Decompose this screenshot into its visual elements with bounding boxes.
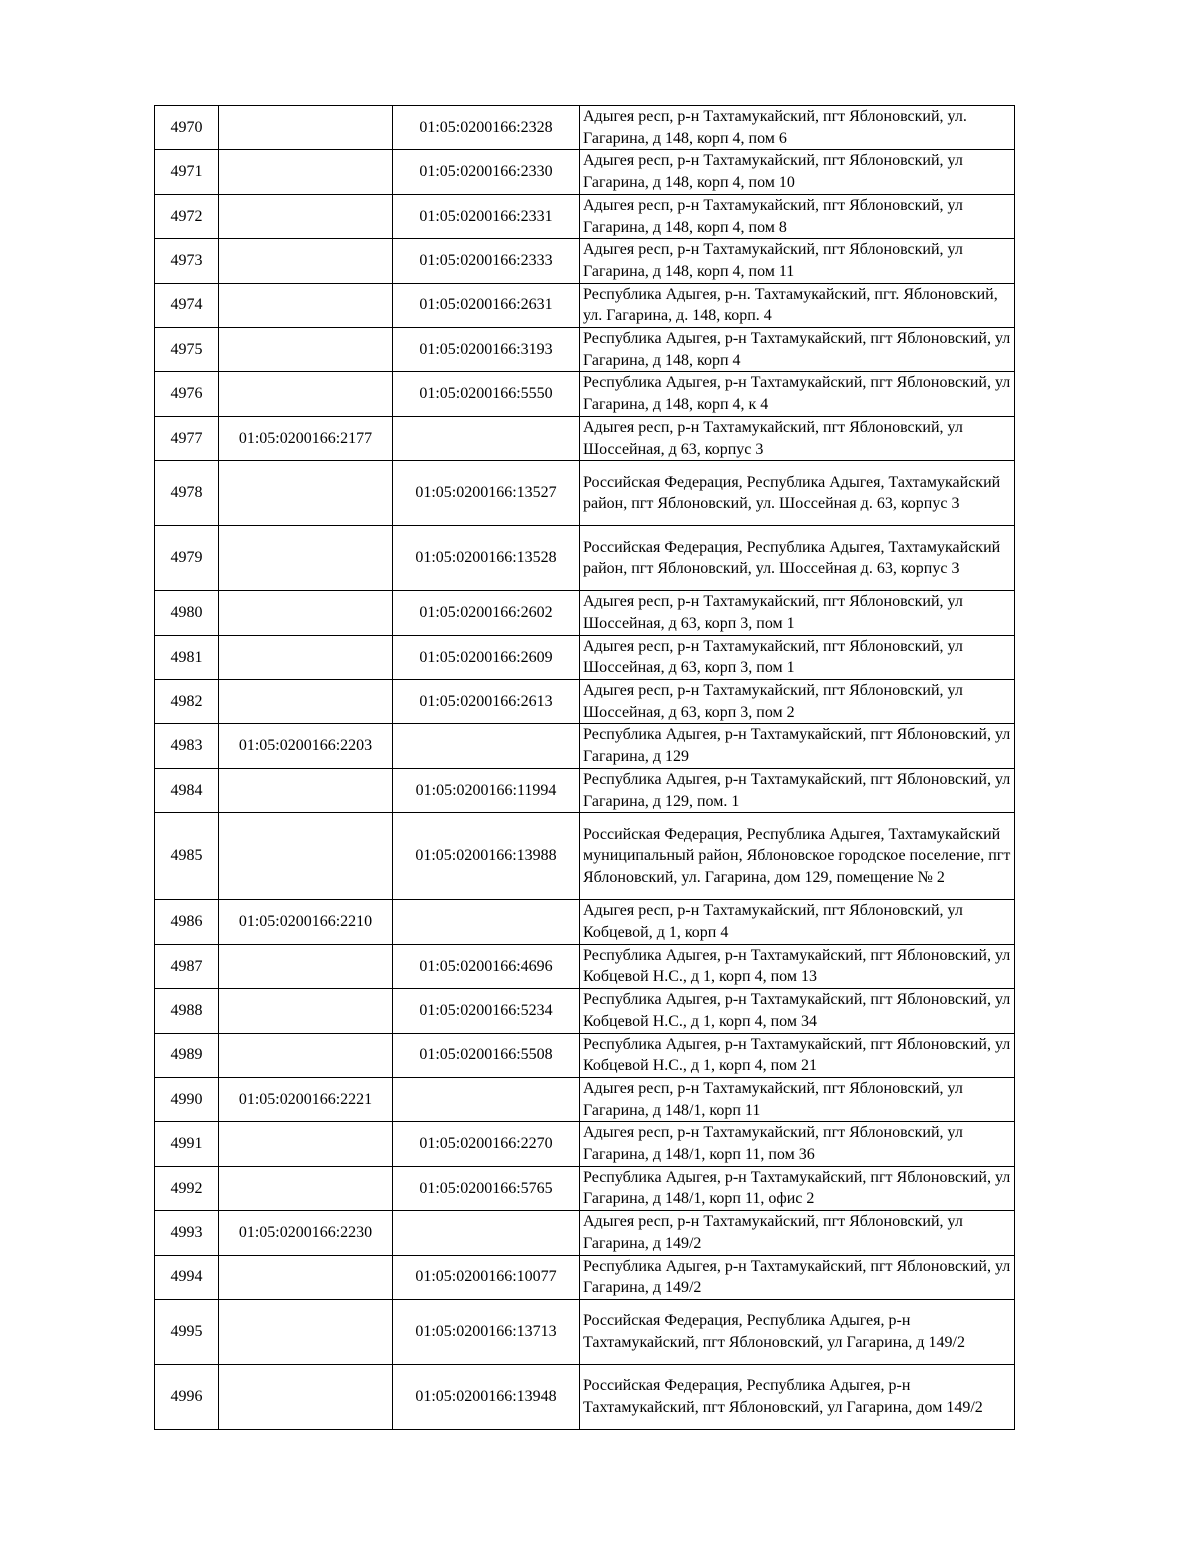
cadastral-number-cell: 01:05:0200166:5508 (393, 1033, 580, 1077)
table-row (155, 1166, 1015, 1210)
row-number-cell: 4979 (155, 526, 219, 591)
table-row (155, 680, 1015, 724)
table-row (155, 416, 1015, 460)
table-row (155, 150, 1015, 194)
table-row (155, 1299, 1015, 1364)
cadastral-number-cell: 01:05:0200166:13528 (393, 526, 580, 591)
cadastral-number-cell: 01:05:0200166:5765 (393, 1166, 580, 1210)
row-number-cell: 4994 (155, 1255, 219, 1299)
parent-cadastral-cell (219, 1255, 393, 1299)
row-number-cell: 4972 (155, 194, 219, 238)
address-cell: Республика Адыгея, р-н Тахтамукайский, пгт Яблоновский, ул Гагарина, д 149/2 (580, 1255, 1015, 1299)
cadastral-number-cell: 01:05:0200166:2609 (393, 635, 580, 679)
table-row (155, 1255, 1015, 1299)
parent-cadastral-cell (219, 150, 393, 194)
cadastral-number-cell: 01:05:0200166:10077 (393, 1255, 580, 1299)
parent-cadastral-cell: 01:05:0200166:2221 (219, 1077, 393, 1121)
row-number-cell: 4993 (155, 1211, 219, 1255)
address-cell: Адыгея респ, р-н Тахтамукайский, пгт Яблоновский, ул Шоссейная, д 63, корп 3, пом 2 (580, 680, 1015, 724)
address-cell: Адыгея респ, р-н Тахтамукайский, пгт Яблоновский, ул Шоссейная, д 63, корп 3, пом 1 (580, 591, 1015, 635)
cadastral-number-cell: 01:05:0200166:13948 (393, 1364, 580, 1429)
parent-cadastral-cell (219, 328, 393, 372)
address-cell: Республика Адыгея, р-н. Тахтамукайский, пгт. Яблоновский, ул. Гагарина, д. 148, корп. 4 (580, 283, 1015, 327)
row-number-cell: 4970 (155, 106, 219, 150)
cadastral-number-cell: 01:05:0200166:2613 (393, 680, 580, 724)
parent-cadastral-cell (219, 1033, 393, 1077)
cadastral-number-cell (393, 900, 580, 944)
parent-cadastral-cell (219, 591, 393, 635)
address-cell: Адыгея респ, р-н Тахтамукайский, пгт Яблоновский, ул Кобцевой, д 1, корп 4 (580, 900, 1015, 944)
address-cell: Адыгея респ, р-н Тахтамукайский, пгт Яблоновский, ул Гагарина, д 148/1, корп 11 (580, 1077, 1015, 1121)
cadastral-number-cell: 01:05:0200166:3193 (393, 328, 580, 372)
table-row (155, 239, 1015, 283)
table-row (155, 591, 1015, 635)
parent-cadastral-cell: 01:05:0200166:2203 (219, 724, 393, 768)
parent-cadastral-cell (219, 768, 393, 812)
parent-cadastral-cell (219, 813, 393, 900)
table-row (155, 1211, 1015, 1255)
parent-cadastral-cell (219, 1166, 393, 1210)
cadastral-number-cell (393, 416, 580, 460)
address-cell: Адыгея респ, р-н Тахтамукайский, пгт Яблоновский, ул. Гагарина, д 148, корп 4, пом 6 (580, 106, 1015, 150)
cadastral-number-cell: 01:05:0200166:13713 (393, 1299, 580, 1364)
table-row (155, 1364, 1015, 1429)
parent-cadastral-cell (219, 283, 393, 327)
table-row (155, 194, 1015, 238)
table-row (155, 944, 1015, 988)
address-cell: Российская Федерация, Республика Адыгея, р-н Тахтамукайский, пгт Яблоновский, ул Гагарина, д 149/2 (580, 1299, 1015, 1364)
row-number-cell: 4975 (155, 328, 219, 372)
parent-cadastral-cell (219, 106, 393, 150)
row-number-cell: 4984 (155, 768, 219, 812)
cadastral-number-cell (393, 1077, 580, 1121)
table-row (155, 328, 1015, 372)
parent-cadastral-cell (219, 461, 393, 526)
cadastral-number-cell: 01:05:0200166:2328 (393, 106, 580, 150)
address-cell: Республика Адыгея, р-н Тахтамукайский, пгт Яблоновский, ул Гагарина, д 129, пом. 1 (580, 768, 1015, 812)
address-cell: Республика Адыгея, р-н Тахтамукайский, пгт Яблоновский, ул Гагарина, д 148/1, корп 11, офис 2 (580, 1166, 1015, 1210)
cadastral-number-cell: 01:05:0200166:13527 (393, 461, 580, 526)
row-number-cell: 4989 (155, 1033, 219, 1077)
table-row (155, 724, 1015, 768)
registry-table-body (155, 106, 1015, 1430)
row-number-cell: 4981 (155, 635, 219, 679)
address-cell: Адыгея респ, р-н Тахтамукайский, пгт Яблоновский, ул Гагарина, д 148, корп 4, пом 10 (580, 150, 1015, 194)
table-row (155, 900, 1015, 944)
table-row (155, 372, 1015, 416)
row-number-cell: 4996 (155, 1364, 219, 1429)
address-cell: Республика Адыгея, р-н Тахтамукайский, пгт Яблоновский, ул Кобцевой Н.С., д 1, корп 4, пом 21 (580, 1033, 1015, 1077)
address-cell: Республика Адыгея, р-н Тахтамукайский, пгт Яблоновский, ул Кобцевой Н.С., д 1, корп 4, пом 13 (580, 944, 1015, 988)
cadastral-number-cell: 01:05:0200166:2631 (393, 283, 580, 327)
cadastral-number-cell: 01:05:0200166:13988 (393, 813, 580, 900)
parent-cadastral-cell (219, 239, 393, 283)
parent-cadastral-cell: 01:05:0200166:2210 (219, 900, 393, 944)
cadastral-number-cell: 01:05:0200166:2330 (393, 150, 580, 194)
address-cell: Адыгея респ, р-н Тахтамукайский, пгт Яблоновский, ул Гагарина, д 148/1, корп 11, пом 36 (580, 1122, 1015, 1166)
cadastral-number-cell: 01:05:0200166:5234 (393, 989, 580, 1033)
row-number-cell: 4971 (155, 150, 219, 194)
cadastral-number-cell: 01:05:0200166:11994 (393, 768, 580, 812)
address-cell: Российская Федерация, Республика Адыгея, Тахтамукайский район, пгт Яблоновский, ул. Шоссейная д. 63, корпус 3 (580, 461, 1015, 526)
row-number-cell: 4974 (155, 283, 219, 327)
row-number-cell: 4978 (155, 461, 219, 526)
row-number-cell: 4983 (155, 724, 219, 768)
row-number-cell: 4973 (155, 239, 219, 283)
address-cell: Адыгея респ, р-н Тахтамукайский, пгт Яблоновский, ул Гагарина, д 148, корп 4, пом 8 (580, 194, 1015, 238)
parent-cadastral-cell (219, 194, 393, 238)
parent-cadastral-cell (219, 526, 393, 591)
cadastral-registry-table (154, 105, 1015, 1430)
table-row (155, 989, 1015, 1033)
table-row (155, 461, 1015, 526)
row-number-cell: 4986 (155, 900, 219, 944)
table-row (155, 1077, 1015, 1121)
row-number-cell: 4976 (155, 372, 219, 416)
row-number-cell: 4985 (155, 813, 219, 900)
cadastral-number-cell (393, 1211, 580, 1255)
address-cell: Республика Адыгея, р-н Тахтамукайский, пгт Яблоновский, ул Гагарина, д 148, корп 4 (580, 328, 1015, 372)
row-number-cell: 4977 (155, 416, 219, 460)
cadastral-number-cell: 01:05:0200166:2270 (393, 1122, 580, 1166)
parent-cadastral-cell (219, 372, 393, 416)
address-cell: Республика Адыгея, р-н Тахтамукайский, пгт Яблоновский, ул Кобцевой Н.С., д 1, корп 4, пом 34 (580, 989, 1015, 1033)
cadastral-number-cell: 01:05:0200166:2331 (393, 194, 580, 238)
address-cell: Адыгея респ, р-н Тахтамукайский, пгт Яблоновский, ул Шоссейная, д 63, корпус 3 (580, 416, 1015, 460)
table-row (155, 813, 1015, 900)
address-cell: Российская Федерация, Республика Адыгея, Тахтамукайский муниципальный район, Яблоновское городское поселение, пгт Яблоновский, ул. Гагарина, дом 129, помещение № 2 (580, 813, 1015, 900)
address-cell: Республика Адыгея, р-н Тахтамукайский, пгт Яблоновский, ул Гагарина, д 129 (580, 724, 1015, 768)
table-row (155, 1122, 1015, 1166)
row-number-cell: 4992 (155, 1166, 219, 1210)
row-number-cell: 4988 (155, 989, 219, 1033)
address-cell: Республика Адыгея, р-н Тахтамукайский, пгт Яблоновский, ул Гагарина, д 148, корп 4, к 4 (580, 372, 1015, 416)
parent-cadastral-cell (219, 1122, 393, 1166)
cadastral-number-cell (393, 724, 580, 768)
parent-cadastral-cell (219, 635, 393, 679)
row-number-cell: 4987 (155, 944, 219, 988)
table-row (155, 106, 1015, 150)
row-number-cell: 4990 (155, 1077, 219, 1121)
parent-cadastral-cell (219, 1299, 393, 1364)
row-number-cell: 4982 (155, 680, 219, 724)
table-row (155, 1033, 1015, 1077)
table-row (155, 635, 1015, 679)
parent-cadastral-cell: 01:05:0200166:2230 (219, 1211, 393, 1255)
parent-cadastral-cell (219, 989, 393, 1033)
address-cell: Адыгея респ, р-н Тахтамукайский, пгт Яблоновский, ул Гагарина, д 148, корп 4, пом 11 (580, 239, 1015, 283)
table-row (155, 283, 1015, 327)
address-cell: Адыгея респ, р-н Тахтамукайский, пгт Яблоновский, ул Гагарина, д 149/2 (580, 1211, 1015, 1255)
address-cell: Российская Федерация, Республика Адыгея, р-н Тахтамукайский, пгт Яблоновский, ул Гагарина, дом 149/2 (580, 1364, 1015, 1429)
table-row (155, 768, 1015, 812)
cadastral-number-cell: 01:05:0200166:2333 (393, 239, 580, 283)
row-number-cell: 4980 (155, 591, 219, 635)
row-number-cell: 4995 (155, 1299, 219, 1364)
parent-cadastral-cell (219, 1364, 393, 1429)
parent-cadastral-cell: 01:05:0200166:2177 (219, 416, 393, 460)
address-cell: Адыгея респ, р-н Тахтамукайский, пгт Яблоновский, ул Шоссейная, д 63, корп 3, пом 1 (580, 635, 1015, 679)
cadastral-number-cell: 01:05:0200166:2602 (393, 591, 580, 635)
address-cell: Российская Федерация, Республика Адыгея, Тахтамукайский район, пгт Яблоновский, ул. Шоссейная д. 63, корпус 3 (580, 526, 1015, 591)
parent-cadastral-cell (219, 944, 393, 988)
table-row (155, 526, 1015, 591)
cadastral-number-cell: 01:05:0200166:5550 (393, 372, 580, 416)
parent-cadastral-cell (219, 680, 393, 724)
row-number-cell: 4991 (155, 1122, 219, 1166)
cadastral-number-cell: 01:05:0200166:4696 (393, 944, 580, 988)
